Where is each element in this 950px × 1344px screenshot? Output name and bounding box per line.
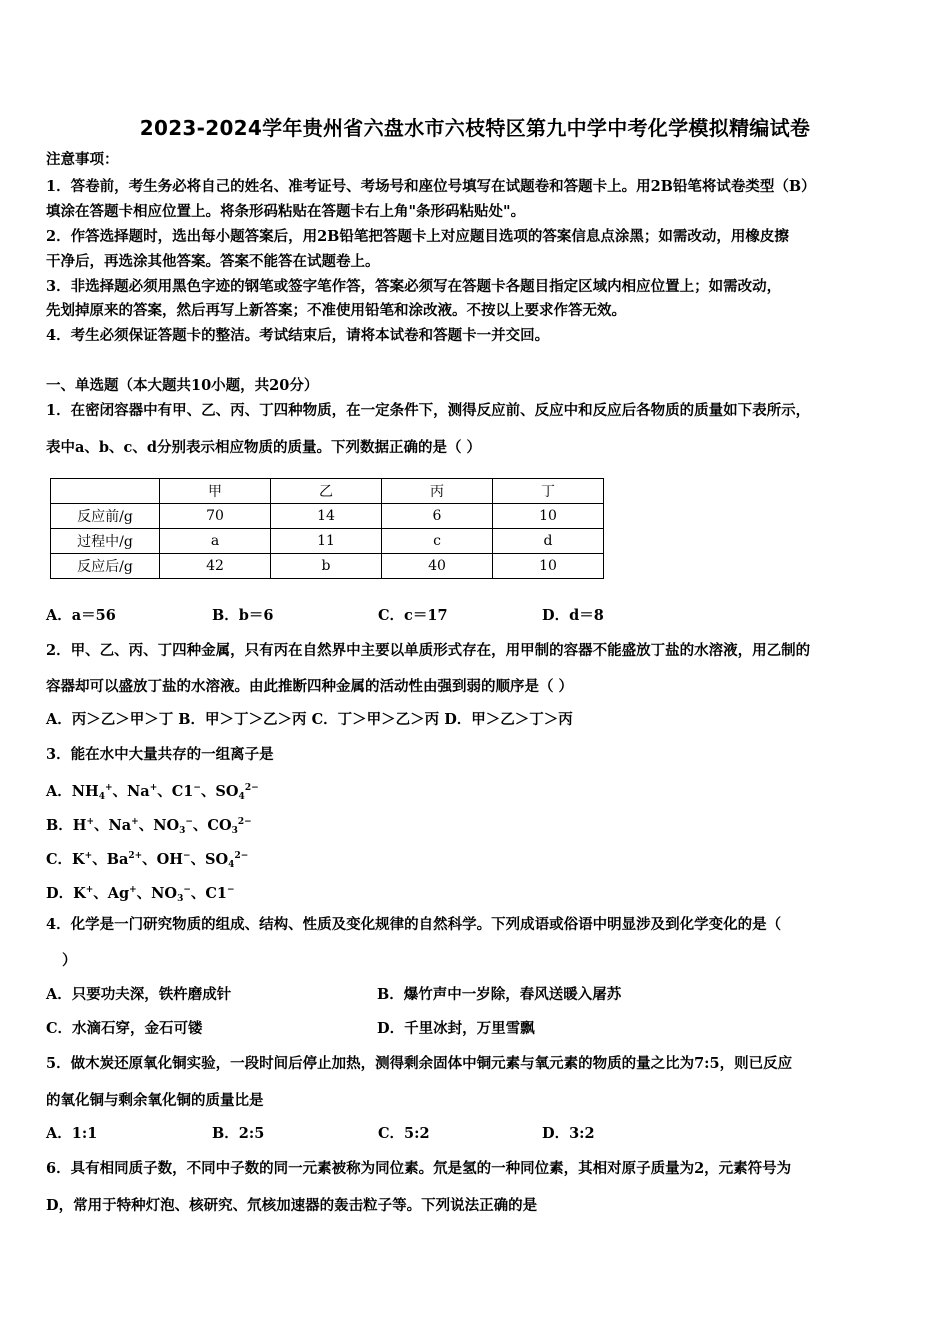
table-cell: 70	[160, 504, 271, 529]
question-1-line1: 1．在密闭容器中有甲、乙、丙、丁四种物质，在一定条件下，测得反应前、反应中和反应后各物质的质量如下表所示，	[46, 402, 811, 419]
ion-text: 、CO	[192, 817, 232, 834]
q1-option-c[interactable]: C．c＝17	[378, 607, 448, 624]
page-title: 2023-2024学年贵州省六盘水市六枝特区第九中学中考化学模拟精编试卷	[139, 116, 811, 140]
ion-text: 、Na	[94, 817, 132, 834]
mass-table	[50, 478, 604, 579]
table-cell: 10	[493, 554, 604, 579]
q5-option-a[interactable]: A．1:1	[46, 1125, 98, 1142]
q5-option-d[interactable]: D．3:2	[542, 1125, 595, 1142]
superscript: 2−	[244, 783, 259, 793]
subscript: 3	[177, 894, 184, 904]
ion-text: 、SO	[200, 783, 239, 800]
table-cell: b	[271, 554, 382, 579]
superscript: +	[86, 817, 95, 827]
table-cell: 40	[382, 554, 493, 579]
subscript: 4	[98, 792, 105, 802]
notice-line: 2．作答选择题时，选出每小题答案后，用2B铅笔把答题卡上对应题目选项的答案信息点涂黑；如需改动，用橡皮擦	[46, 228, 789, 245]
q3-option-d[interactable]	[46, 880, 235, 909]
table-header-row	[51, 479, 604, 504]
option-label: C．	[46, 851, 73, 868]
table-cell: 10	[493, 504, 604, 529]
question-2-line1: 2．甲、乙、丙、丁四种金属，只有丙在自然界中主要以单质形式存在，用甲制的容器不能盛放丁盐的水溶液，用乙制的	[46, 642, 811, 659]
q1-option-a[interactable]: A．a＝56	[46, 607, 116, 624]
table-cell: 42	[160, 554, 271, 579]
q5-option-c[interactable]: C．5:2	[378, 1125, 430, 1142]
ion-text: 、OH	[142, 851, 184, 868]
table-row	[51, 554, 604, 579]
option-label: D．	[46, 885, 74, 902]
table-cell	[51, 479, 160, 504]
notice-line: 3．非选择题必须用黑色字迹的钢笔或签字笔作答，答案必须写在答题卡各题目指定区域内相应位置上；如需改动，	[46, 278, 782, 295]
superscript: −	[227, 885, 235, 895]
ion-text: K	[72, 851, 85, 868]
question-5-line1: 5．做木炭还原氧化铜实验，一段时间后停止加热，测得剩余固体中铜元素与氧元素的物质的量之比为7:5，则已反应	[46, 1055, 793, 1072]
question-5-line2: 的氧化铜与剩余氧化铜的质量比是	[46, 1092, 264, 1109]
subscript: 3	[231, 826, 238, 836]
table-header-cell: 丙	[382, 479, 493, 504]
superscript: +	[85, 885, 94, 895]
table-cell: 14	[271, 504, 382, 529]
table-row-label: 反应后/g	[51, 554, 160, 579]
superscript: 2−	[234, 851, 249, 861]
ion-text: 、SO	[190, 851, 229, 868]
q1-option-b[interactable]: B．b＝6	[212, 607, 274, 624]
superscript: −	[183, 885, 191, 895]
ion-text: 、Ag	[93, 885, 130, 902]
question-4-line2: ）	[62, 952, 77, 969]
table-header-cell: 甲	[160, 479, 271, 504]
table-row-label: 反应前/g	[51, 504, 160, 529]
ion-text: 、NO	[136, 885, 178, 902]
subscript: 3	[179, 826, 186, 836]
section-heading: 一、单选题（本大题共10小题，共20分）	[46, 377, 319, 394]
ion-text: K	[73, 885, 86, 902]
table-cell: c	[382, 529, 493, 554]
q3-option-b[interactable]	[46, 812, 252, 841]
question-3-stem: 3．能在水中大量共存的一组离子是	[46, 746, 274, 763]
q3-option-c[interactable]	[46, 846, 248, 875]
q4-option-b[interactable]: B．爆竹声中一岁除，春风送暖入屠苏	[377, 986, 622, 1003]
ion-text: 、C1	[157, 783, 194, 800]
q4-option-c[interactable]: C．水滴石穿，金石可镂	[46, 1020, 203, 1037]
question-4-line1: 4．化学是一门研究物质的组成、结构、性质及变化规律的自然科学。下列成语或俗语中明显涉及到化学变化的是（	[46, 916, 782, 933]
ion-text: H	[72, 817, 87, 834]
superscript: −	[185, 817, 193, 827]
superscript: +	[105, 783, 113, 793]
option-label: A．	[46, 783, 72, 800]
superscript: −	[193, 783, 201, 793]
table-header-cell: 乙	[271, 479, 382, 504]
q2-options[interactable]: A．丙＞乙＞甲＞丁 B．甲＞丁＞乙＞丙 C．丁＞甲＞乙＞丙 D．甲＞乙＞丁＞丙	[46, 711, 573, 728]
superscript: +	[84, 851, 93, 861]
q5-option-b[interactable]: B．2:5	[212, 1125, 265, 1142]
question-2-line2: 容器却可以盛放丁盐的水溶液。由此推断四种金属的活动性由强到弱的顺序是（ ）	[46, 678, 574, 695]
notice-line: 填涂在答题卡相应位置上。将条形码粘贴在答题卡右上角"条形码粘贴处"。	[46, 203, 526, 220]
notice-line: 4．考生必须保证答题卡的整洁。考试结束后，请将本试卷和答题卡一并交回。	[46, 327, 550, 344]
superscript: 2−	[237, 817, 252, 827]
ion-text: 、NO	[138, 817, 180, 834]
option-label: B．	[46, 817, 73, 834]
superscript: +	[149, 783, 158, 793]
subscript: 4	[238, 792, 245, 802]
superscript: −	[183, 851, 191, 861]
q4-option-d[interactable]: D．千里冰封，万里雪飘	[377, 1020, 535, 1037]
ion-text: 、Na	[112, 783, 150, 800]
superscript: +	[129, 885, 137, 895]
table-cell: a	[160, 529, 271, 554]
q4-option-a[interactable]: A．只要功夫深，铁杵磨成针	[46, 986, 232, 1003]
notice-line: 1．答卷前，考生务必将自己的姓名、准考证号、考场号和座位号填写在试题卷和答题卡上。用2B铅笔将试卷类型（B）	[46, 178, 816, 195]
table-row	[51, 504, 604, 529]
table-header-cell: 丁	[493, 479, 604, 504]
table-row-label: 过程中/g	[51, 529, 160, 554]
notice-line: 干净后，再选涂其他答案。答案不能答在试题卷上。	[46, 253, 380, 270]
q1-option-d[interactable]: D．d＝8	[542, 607, 604, 624]
question-6-line2: D，常用于特种灯泡、核研究、氘核加速器的轰击粒子等。下列说法正确的是	[46, 1197, 538, 1214]
notice-line: 先划掉原来的答案，然后再写上新答案；不准使用铅笔和涂改液。不按以上要求作答无效。	[46, 302, 626, 319]
table-row	[51, 529, 604, 554]
subscript: 4	[228, 860, 235, 870]
question-1-line2: 表中a、b、c、d分别表示相应物质的质量。下列数据正确的是（ ）	[46, 439, 482, 456]
table-cell: d	[493, 529, 604, 554]
ion-text: 、Ba	[92, 851, 129, 868]
ion-text: NH	[71, 783, 99, 800]
superscript: 2+	[128, 851, 143, 861]
table-cell: 6	[382, 504, 493, 529]
notice-heading: 注意事项：	[46, 151, 119, 168]
ion-text: 、C1	[190, 885, 228, 902]
table-cell: 11	[271, 529, 382, 554]
question-6-line1: 6．具有相同质子数，不同中子数的同一元素被称为同位素。氘是氢的一种同位素，其相对原子质量为2，元素符号为	[46, 1160, 792, 1177]
q3-option-a[interactable]	[46, 778, 259, 807]
superscript: +	[131, 817, 139, 827]
